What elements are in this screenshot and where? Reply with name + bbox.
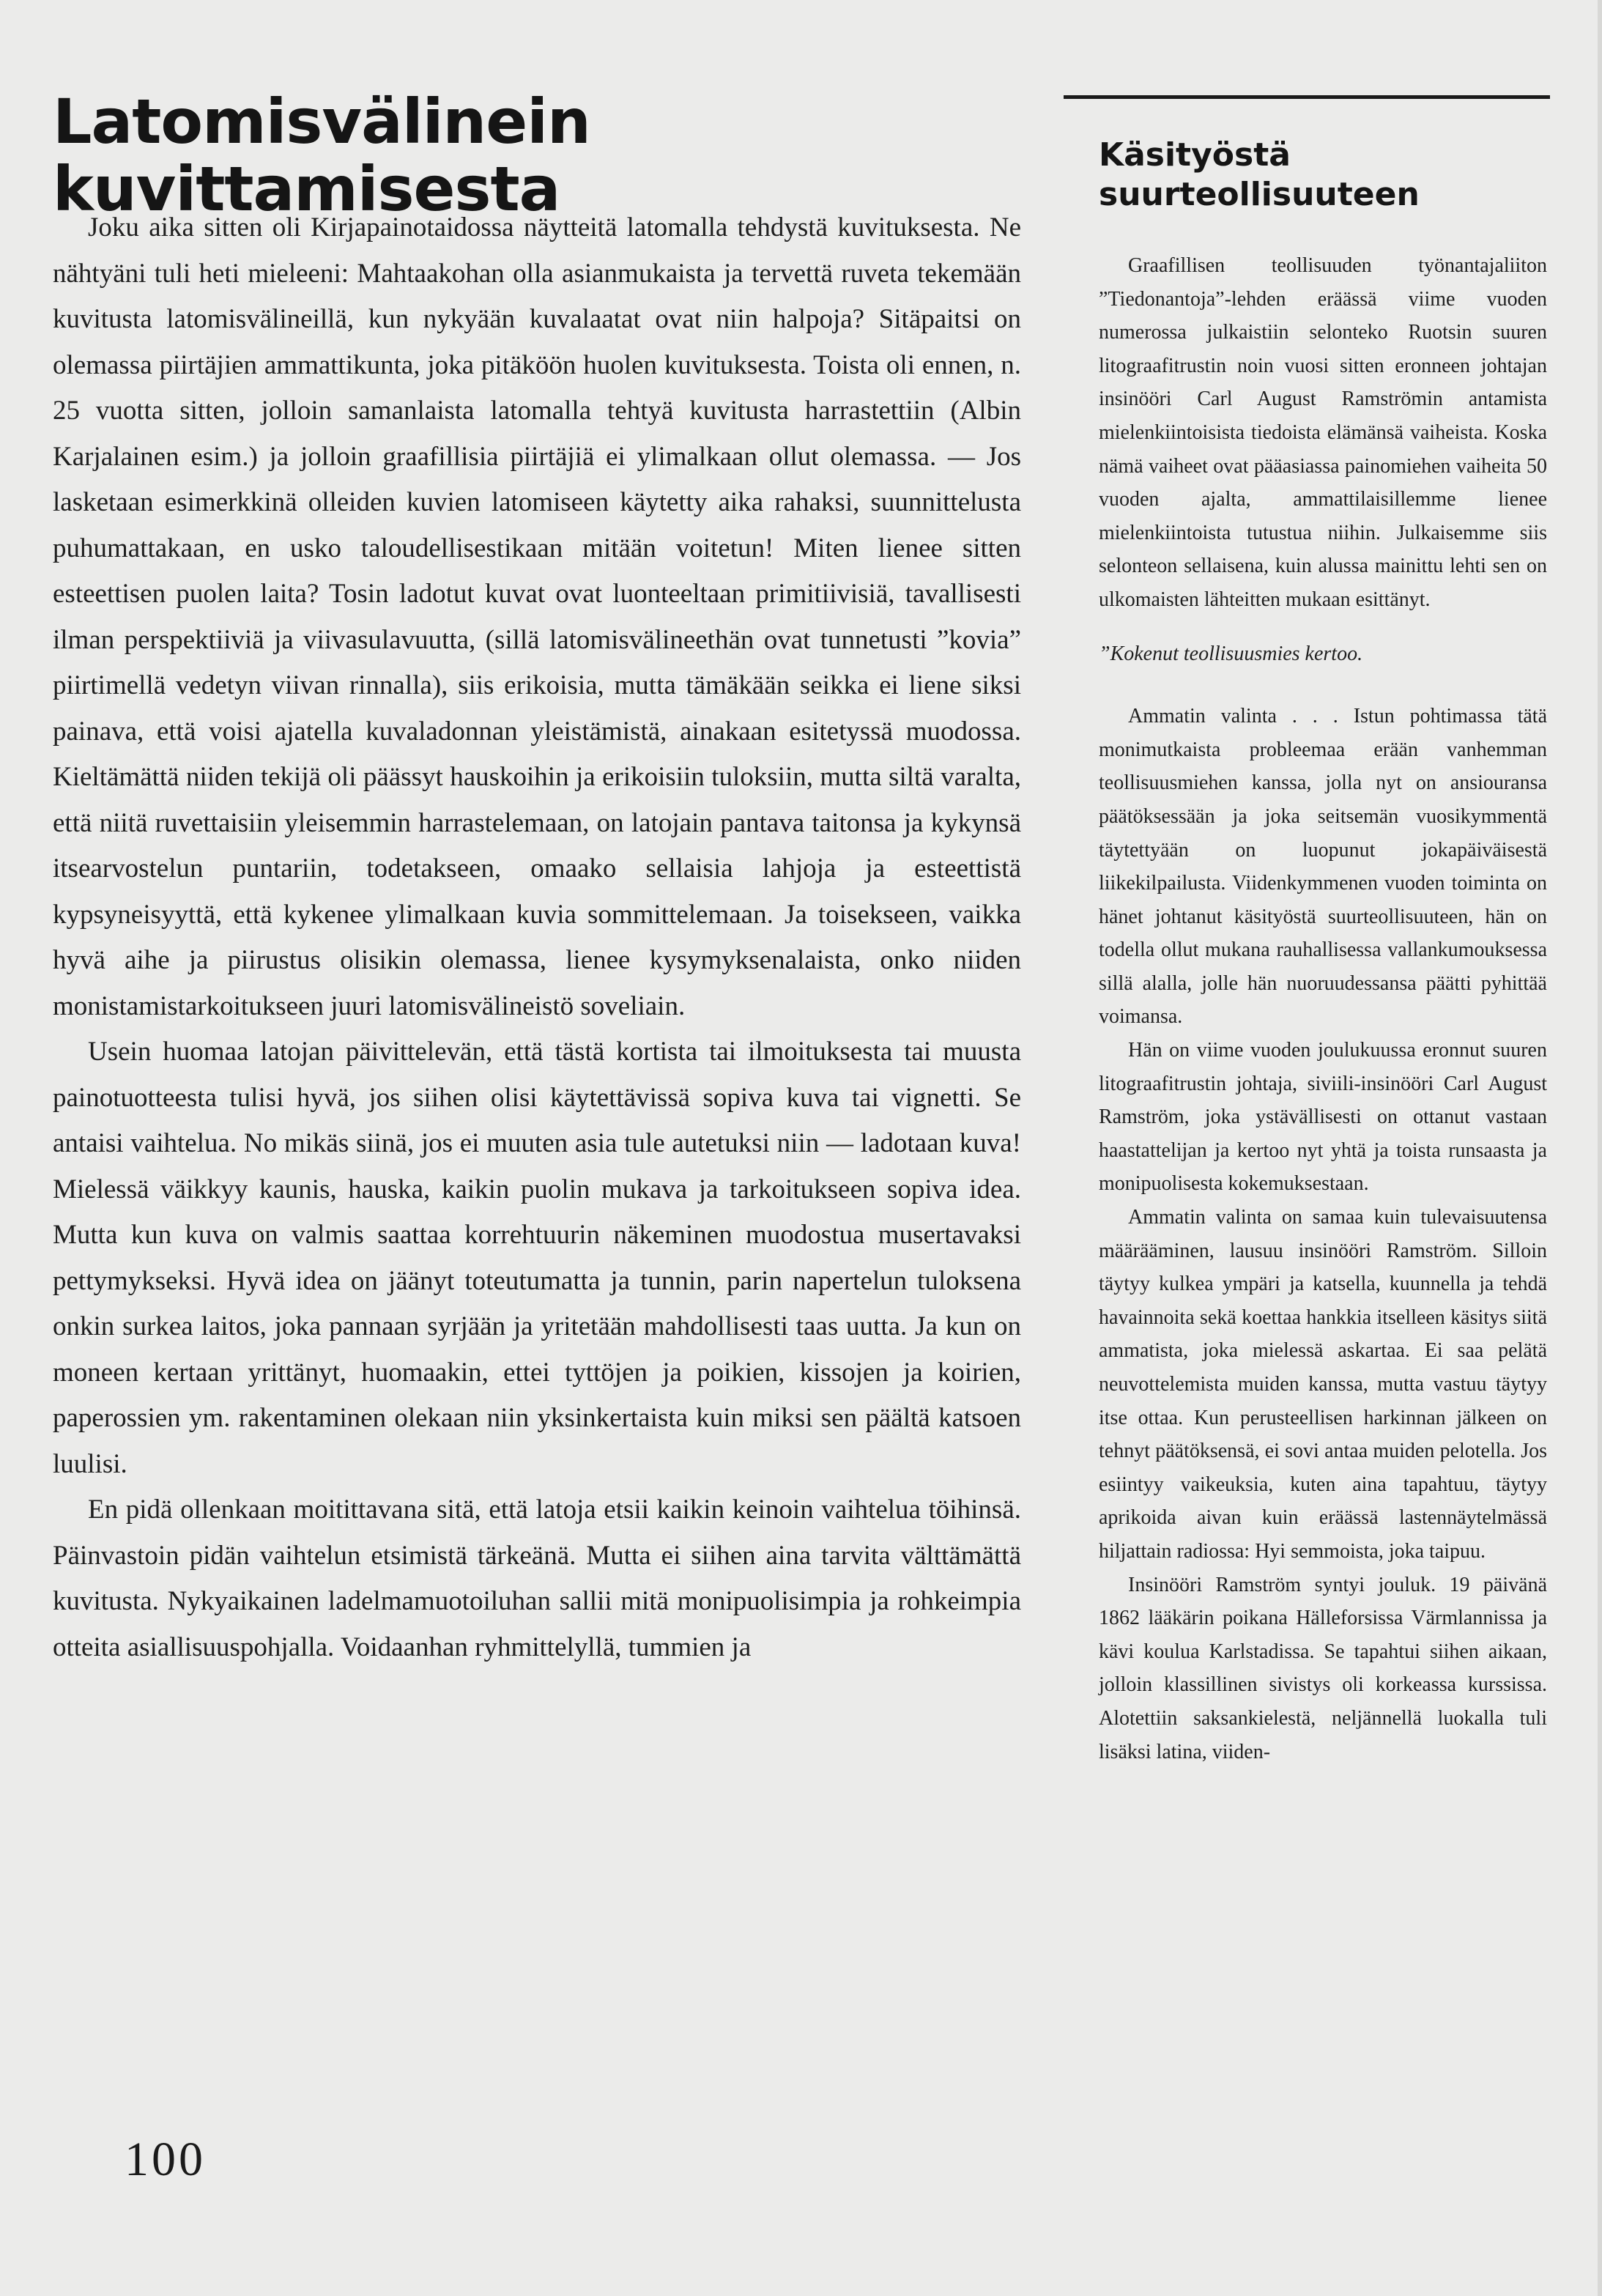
sidebar-paragraph: Insinööri Ramström syntyi jouluk. 19 päivänä 1862 lääkärin poikana Hälleforsissa Värmlannissa ja kävi koulua Karlstadissa. Se tapahtui siihen aikaan, jolloin klassillinen sivistys oli korkeassa kurssissa. Alotettiin saksankielestä, neljännellä luokalla tuli lisäksi latina, viiden- <box>1099 1573 1547 1763</box>
article-paragraph: Usein huomaa latojan päivittelevän, että tästä kortista tai ilmoituksesta tai muusta painotuotteesta tulisi hyvä, jos siihen olisi käytettävissä sopiva kuva tai vignetti. Se antaisi vaihtelua. No mikäs siinä, jos ei muuten asia tule autetuksi niin — ladotaan kuva! Mielessä väikkyy kaunis, hauska, kaikin puolin mukava ja tarkoitukseen sopiva idea. Mutta kun kuva on valmis saattaa korrehtuurin näkeminen muodostua musertavaksi pettymykseksi. Hyvä idea on jäänyt toteutumatta ja tunnin, parin napertelun tuloksena onkin surkea laitos, joka pannaan syrjään ja yritetään mahdollisesti taas uutta. Ja kun on moneen kertaan yrittänyt, huomaakin, ettei tyttöjen ja poikien, kissojen ja koirien, paperossien ym. rakentaminen olekaan niin yksinkertaista kuin miksi sen päältä katsoen luulisi. <box>53 1037 1021 1479</box>
sidebar-quote: ”Kokenut teollisuusmies kertoo. <box>1099 642 1363 665</box>
sidebar-paragraph: Hän on viime vuoden joulukuussa eronnut suuren litograafitrustin johtaja, siviili-insinööri Carl August Ramström, joka ystävällisesti on ottanut vastaan haastattelijan ja kertoo nyt yhtä ja toista runsaasta ja monipuolisesta kokemuksestaan. <box>1099 1039 1547 1196</box>
page-number: 100 <box>125 2133 206 2186</box>
article-paragraph: Joku aika sitten oli Kirjapainotaidossa näytteitä latomalla tehdystä kuvituksesta. Ne nähtyäni tuli heti mieleeni: Mahtaakohan olla asianmukaista ja tervettä ruveta tekemään kuvitusta latomisvälineillä, kun nykyään kuvalaatat ovat niin halpoja? Sitäpaitsi on olemassa piirtäjien ammattikunta, joka pitäköön huolen kuvituksesta. Toista oli ennen, n. 25 vuotta sitten, jolloin samanlaista latomalla tehtyä kuvitusta harrastettiin (Albin Karjalainen esim.) ja jolloin graafillisia piirtäjiä ei ylimalkaan ollut olemassa. — Jos lasketaan esimerkkinä olleiden kuvien latomiseen käytetty aika rahaksi, suunnittelusta puhumattakaan, en usko taloudellisestikaan mitään voitetun! Miten lienee sitten esteettisen puolen laita? Tosin ladotut kuvat ovat luonteeltaan primitiivisiä, tavallisesti ilman perspektiiviä ja viivasulavuutta, (sillä latomisvälineethän ovat tunnetusti ”kovia” piirtimellä vedetyn viivan rinnalla), siis erikoisia, mutta tämäkään seikka ei liene siksi painava, että voisi ajatella kuvaladonnan yleistämistä, ainakaan esitetyssä muodossa. Kieltämättä niiden tekijä oli päässyt hauskoihin ja erikoisiin tuloksiin, mutta siltä varalta, että niitä ruvettaisiin yleisemmin harrastelemaan, on latojain pantava taitonsa ja kykynsä itsearvostelun puntariin, todetakseen, omaako sellaisia lahjoja ja esteettistä kypsyneisyyttä, että kykenee ylimalkaan kuvia sommittelemaan. Ja toisekseen, vaikka hyvä aihe ja piirustus olisikin olemassa, lienee kysymyksenalaista, onko niiden monistamistarkoitukseen juuri latomisvälineistö soveliain. <box>53 212 1021 1021</box>
sidebar-title: Käsityöstä suurteollisuuteen <box>1099 136 1420 213</box>
sidebar-body <box>1099 249 1547 1769</box>
article-paragraph: En pidä ollenkaan moitittavana sitä, että latoja etsii kaikin keinoin vaihtelua töihinsä. Päinvastoin pidän vaihtelun etsimistä tärkeänä. Mutta ei siihen aina tarvita välttämättä kuvitusta. Nykyaikainen ladelmamuotoiluhan sallii mitä monipuolisimpia ja rohkeimpia otteita asiallisuuspohjalla. Voidaanhan ryhmittelyllä, tummien ja <box>53 1495 1021 1662</box>
page-edge <box>1598 0 1602 2296</box>
sidebar-top-rule <box>1064 95 1550 99</box>
article-title: Latomisvälinein kuvittamisesta <box>53 86 590 226</box>
sidebar-intro: Graafillisen teollisuuden työnantajaliiton ”Tiedonantoja”-lehden eräässä viime vuoden numerossa julkaistiin selonteko Ruotsin suuren litograafitrustin noin vuosi sitten eronneen johtajan insinööri Carl August Ramströmin antamista mielenkiintoisista tiedoista elämänsä vaiheista. Koska nämä vaiheet ovat pääasiassa painomiehen vaiheita 50 vuoden ajalta, ammattilaisillemme lienee mielenkiintoista tutustua niihin. Julkaisemme siis selonteon sellaisena, kuin alussa mainittu lehti sen on ulkomaisten lähteitten mukaan esittänyt. <box>1099 254 1547 611</box>
sidebar-paragraph: Ammatin valinta on samaa kuin tulevaisuutensa määrääminen, lausuu insinööri Ramström. Silloin täytyy kulkea ympäri ja katsella, kuunnella ja tehdä havainnoita sekä koettaa hankkia itselleen käsitys siitä ammatista, joka mielessä askartaa. Ei saa pelätä neuvottelemista muiden kanssa, mutta vastuu täytyy itse ottaa. Kun perusteellisen harkinnan jälkeen on tehnyt päätöksensä, ei sovi antaa muiden pelotella. Jos esiintyy vaikeuksia, kuten aina tapahtuu, täytyy aprikoida aivan kuin eräässä lastennäytelmässä hiljattain radiossa: Hyi semmoista, joka taipuu. <box>1099 1206 1547 1563</box>
article-body <box>53 205 1021 1670</box>
sidebar-paragraph: Ammatin valinta . . . Istun pohtimassa tätä monimutkaista probleemaa erään vanhemman teollisuusmiehen kanssa, jolla nyt on ansiouransa päätöksessään ja joka seitsemän vuosikymmentä täytettyään on luopunut jokapäiväisestä liikekilpailusta. Viidenkymmenen vuoden toiminta on hänet johtanut käsityöstä suurteollisuuteen, hän on todella ollut mukana rauhallisessa vallankumouksessa sillä alalla, jolle hän nuoruudessansa päätti pyhittää voimansa. <box>1099 705 1547 1029</box>
